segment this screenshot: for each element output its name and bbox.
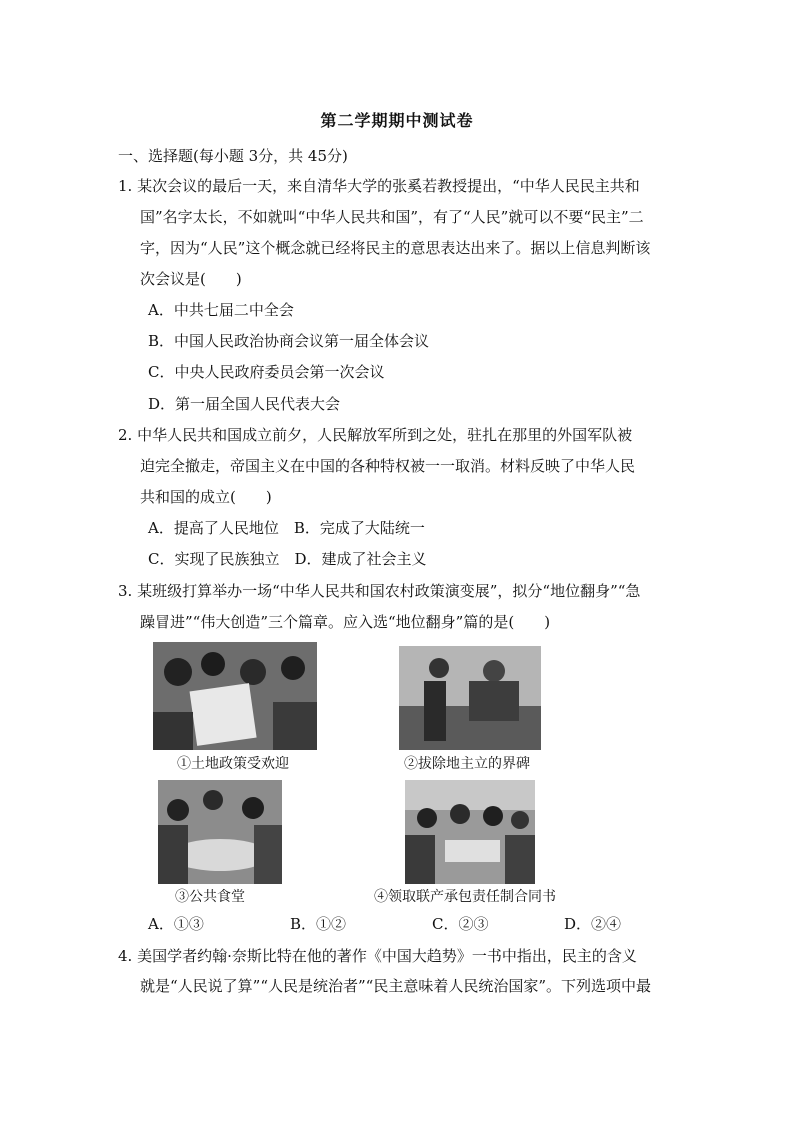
caption-2: ②拔除地主立的界碑: [404, 756, 530, 772]
caption-4: ④领取联产承包责任制合同书: [374, 889, 556, 905]
q1-line-2: 国”名字太长，不如就叫“中华人民共和国”，有了“人民”就可以不要“民主”二: [140, 208, 644, 226]
caption-3: ③公共食堂: [175, 889, 245, 905]
q2-options-row-2: C．实现了民族独立 D．建成了社会主义: [148, 550, 427, 568]
q1-option-c: C．中央人民政府委员会第一次会议: [148, 363, 385, 381]
q4-line-2: 就是“人民说了算”“人民是统治者”“民主意味着人民统治国家”。下列选项中最: [140, 977, 652, 995]
q3-option-b: B．①②: [290, 915, 347, 933]
q1-line-4: 次会议是( ): [140, 270, 242, 288]
photo-remove-landmark: [399, 646, 541, 750]
q1-option-b: B．中国人民政治协商会议第一届全体会议: [148, 332, 430, 350]
q1-option-d: D．第一届全国人民代表大会: [148, 395, 341, 413]
q1-line-1: 1. 某次会议的最后一天，来自清华大学的张奚若教授提出，“中华人民民主共和: [118, 177, 640, 195]
q3-line-1: 3. 某班级打算举办一场“中华人民共和国农村政策演变展”，拟分“地位翻身”“急: [118, 582, 641, 600]
q1-option-a: A．中共七届二中全会: [148, 301, 294, 319]
caption-1: ①土地政策受欢迎: [177, 756, 289, 772]
q4-line-1: 4. 美国学者约翰·奈斯比特在他的著作《中国大趋势》一书中指出，民主的含义: [118, 947, 637, 965]
q3-line-2: 躁冒进”“伟大创造”三个篇章。应入选“地位翻身”篇的是( ): [140, 613, 551, 631]
q2-line-2: 迫完全撤走，帝国主义在中国的各种特权被一一取消。材料反映了中华人民: [140, 457, 636, 475]
q3-option-d: D．②④: [564, 915, 622, 933]
q1-line-3: 字，因为“人民”这个概念就已经将民主的意思表达出来了。据以上信息判断该: [140, 239, 651, 257]
q3-option-a: A．①③: [148, 915, 204, 933]
q2-line-1: 2. 中华人民共和国成立前夕，人民解放军所到之处，驻扎在那里的外国军队被: [118, 426, 633, 444]
q2-options-row-1: A．提高了人民地位 B．完成了大陆统一: [148, 519, 425, 537]
photo-contract: [405, 780, 535, 884]
photo-land-policy: [153, 642, 317, 750]
q3-option-c: C．②③: [432, 915, 489, 933]
q2-line-3: 共和国的成立( ): [140, 488, 272, 506]
photo-public-canteen: [158, 780, 282, 884]
section-heading: 一、选择题(每小题 3分，共 45分): [118, 147, 348, 165]
exam-title: 第二学期期中测试卷: [320, 111, 474, 130]
